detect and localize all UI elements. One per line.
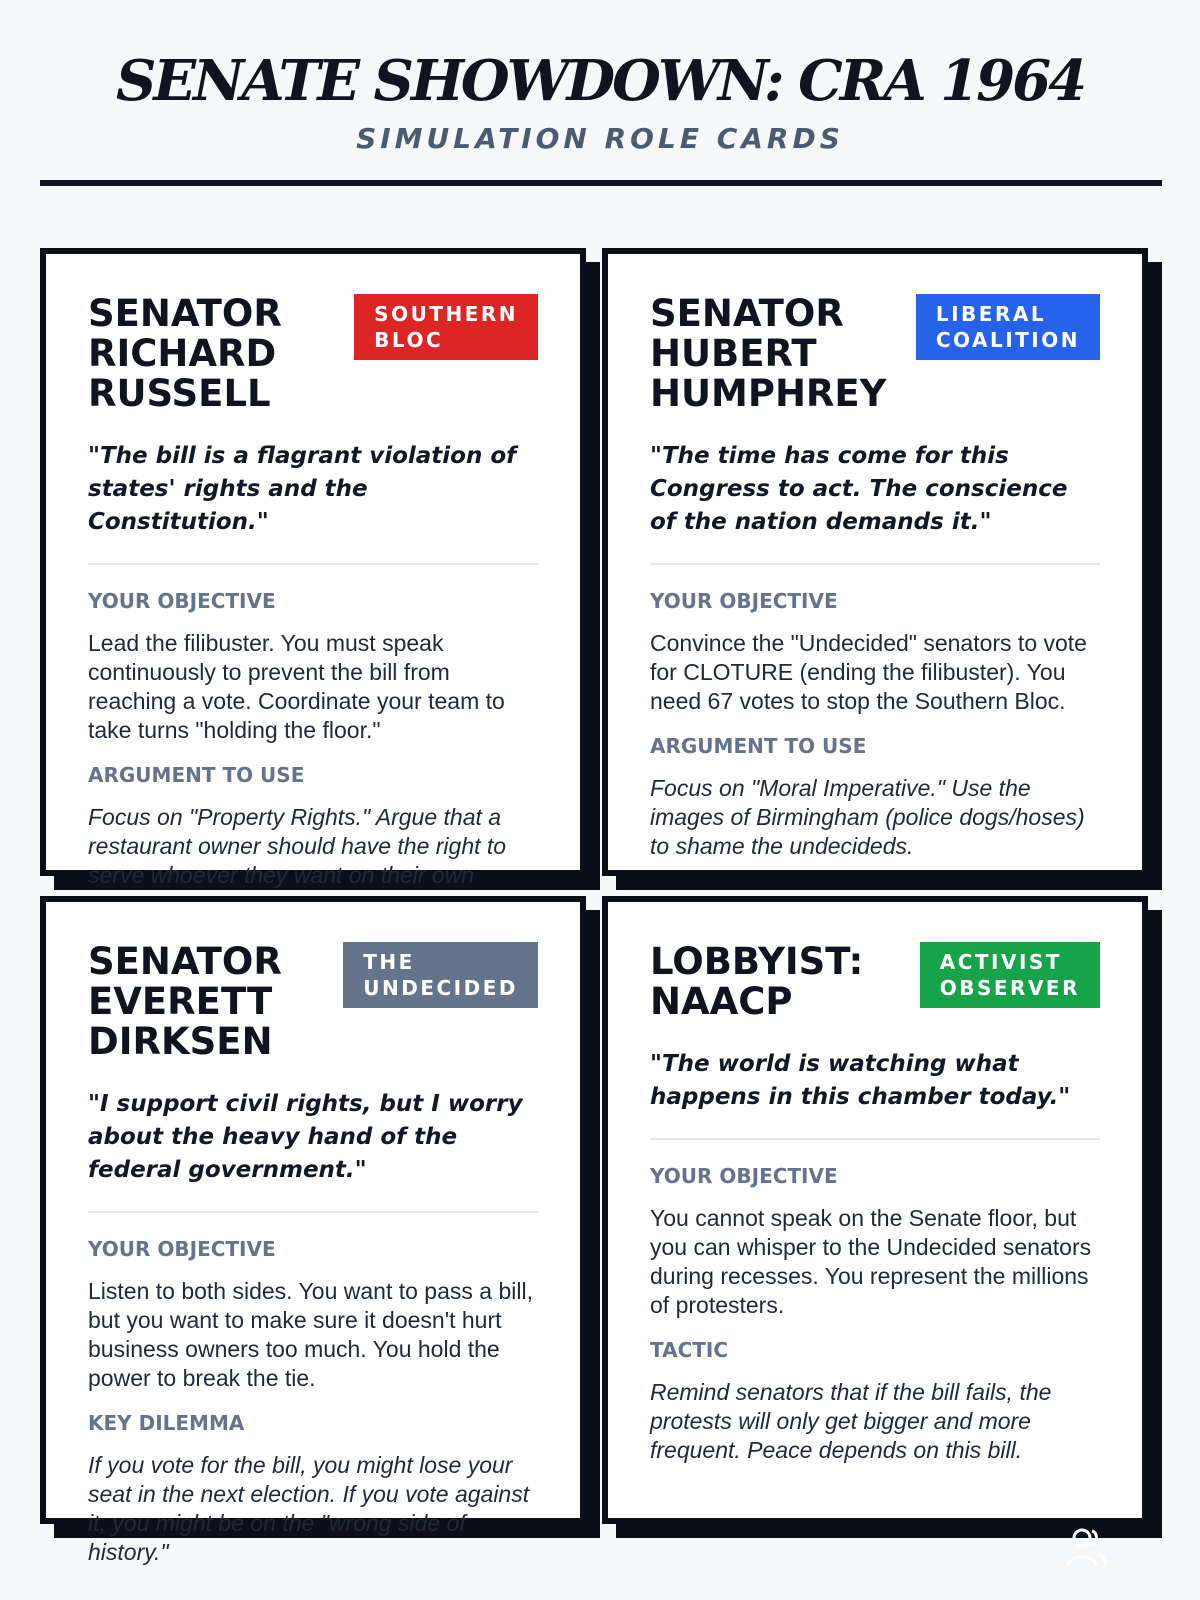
role-quote: "The world is watching what happens in this chamber today." bbox=[650, 1048, 1100, 1140]
argument-label: ARGUMENT TO USE bbox=[88, 763, 305, 787]
objective-text: Lead the filibuster. You must speak continuously to prevent the bill from reaching a vote. Coordinate your team to take turns "holding the floor." bbox=[88, 630, 505, 743]
dilemma-text: If you vote for the bill, you might lose your seat in the next election. If you vote against it, you might be on the "wrong side of history." bbox=[88, 1452, 530, 1565]
role-name: SENATOR EVERETT DIRKSEN bbox=[88, 940, 282, 1063]
objective-text: Listen to both sides. You want to pass a bill, but you want to make sure it doesn't hurt business owners too much. You hold the power to break the tie. bbox=[88, 1278, 533, 1391]
objective-text: You cannot speak on the Senate floor, but you can whisper to the Undecided senators during recesses. You represent the millions of protesters. bbox=[650, 1205, 1092, 1318]
role-quote: "I support civil rights, but I worry about the heavy hand of the federal government." bbox=[88, 1088, 538, 1213]
objective-text: Convince the "Undecided" senators to vote for CLOTURE (ending the filibuster). You need 67 votes to stop the Southern Bloc. bbox=[650, 630, 1087, 714]
objective-label: YOUR OBJECTIVE bbox=[88, 589, 276, 613]
role-card-russell bbox=[40, 248, 586, 888]
faction-badge: LIBERAL COALITION bbox=[916, 294, 1100, 360]
argument-text: Focus on "Property Rights." Argue that a restaurant owner should have the right to serve whoever they want on their own bbox=[88, 804, 507, 888]
tactic-text: Remind senators that if the bill fails, the protests will only get bigger and more frequent. Peace depends on this bill. bbox=[650, 1379, 1052, 1463]
faction-badge: SOUTHERN BLOC bbox=[354, 294, 538, 360]
page-header bbox=[0, 0, 1200, 155]
objective-label: YOUR OBJECTIVE bbox=[650, 589, 838, 613]
role-card-dirksen bbox=[40, 896, 586, 1565]
page-subtitle: SIMULATION ROLE CARDS bbox=[356, 122, 844, 155]
role-name: LOBBYIST: NAACP bbox=[650, 940, 864, 1023]
dilemma-label: KEY DILEMMA bbox=[88, 1411, 245, 1435]
faction-badge: THE UNDECIDED bbox=[343, 942, 538, 1008]
header-divider bbox=[40, 180, 1162, 186]
faction-badge: ACTIVIST OBSERVER bbox=[920, 942, 1100, 1008]
tactic-label: TACTIC bbox=[650, 1338, 729, 1362]
argument-text: Focus on "Moral Imperative." Use the images of Birmingham (police dogs/hoses) to shame the undecideds. bbox=[650, 775, 1085, 859]
role-card-naacp bbox=[602, 896, 1148, 1524]
role-card-humphrey bbox=[602, 248, 1148, 876]
argument-label: ARGUMENT TO USE bbox=[650, 734, 867, 758]
profile-icon[interactable] bbox=[1060, 1522, 1110, 1572]
role-quote: "The bill is a flagrant violation of states' rights and the Constitution." bbox=[88, 440, 538, 565]
page-title: SENATE SHOWDOWN: CRA 1964 bbox=[115, 48, 1085, 114]
role-name: SENATOR RICHARD RUSSELL bbox=[88, 292, 282, 415]
role-quote: "The time has come for this Congress to act. The conscience of the nation demands it." bbox=[650, 440, 1100, 565]
objective-label: YOUR OBJECTIVE bbox=[88, 1237, 276, 1261]
role-name: SENATOR HUBERT HUMPHREY bbox=[650, 292, 887, 415]
objective-label: YOUR OBJECTIVE bbox=[650, 1164, 838, 1188]
